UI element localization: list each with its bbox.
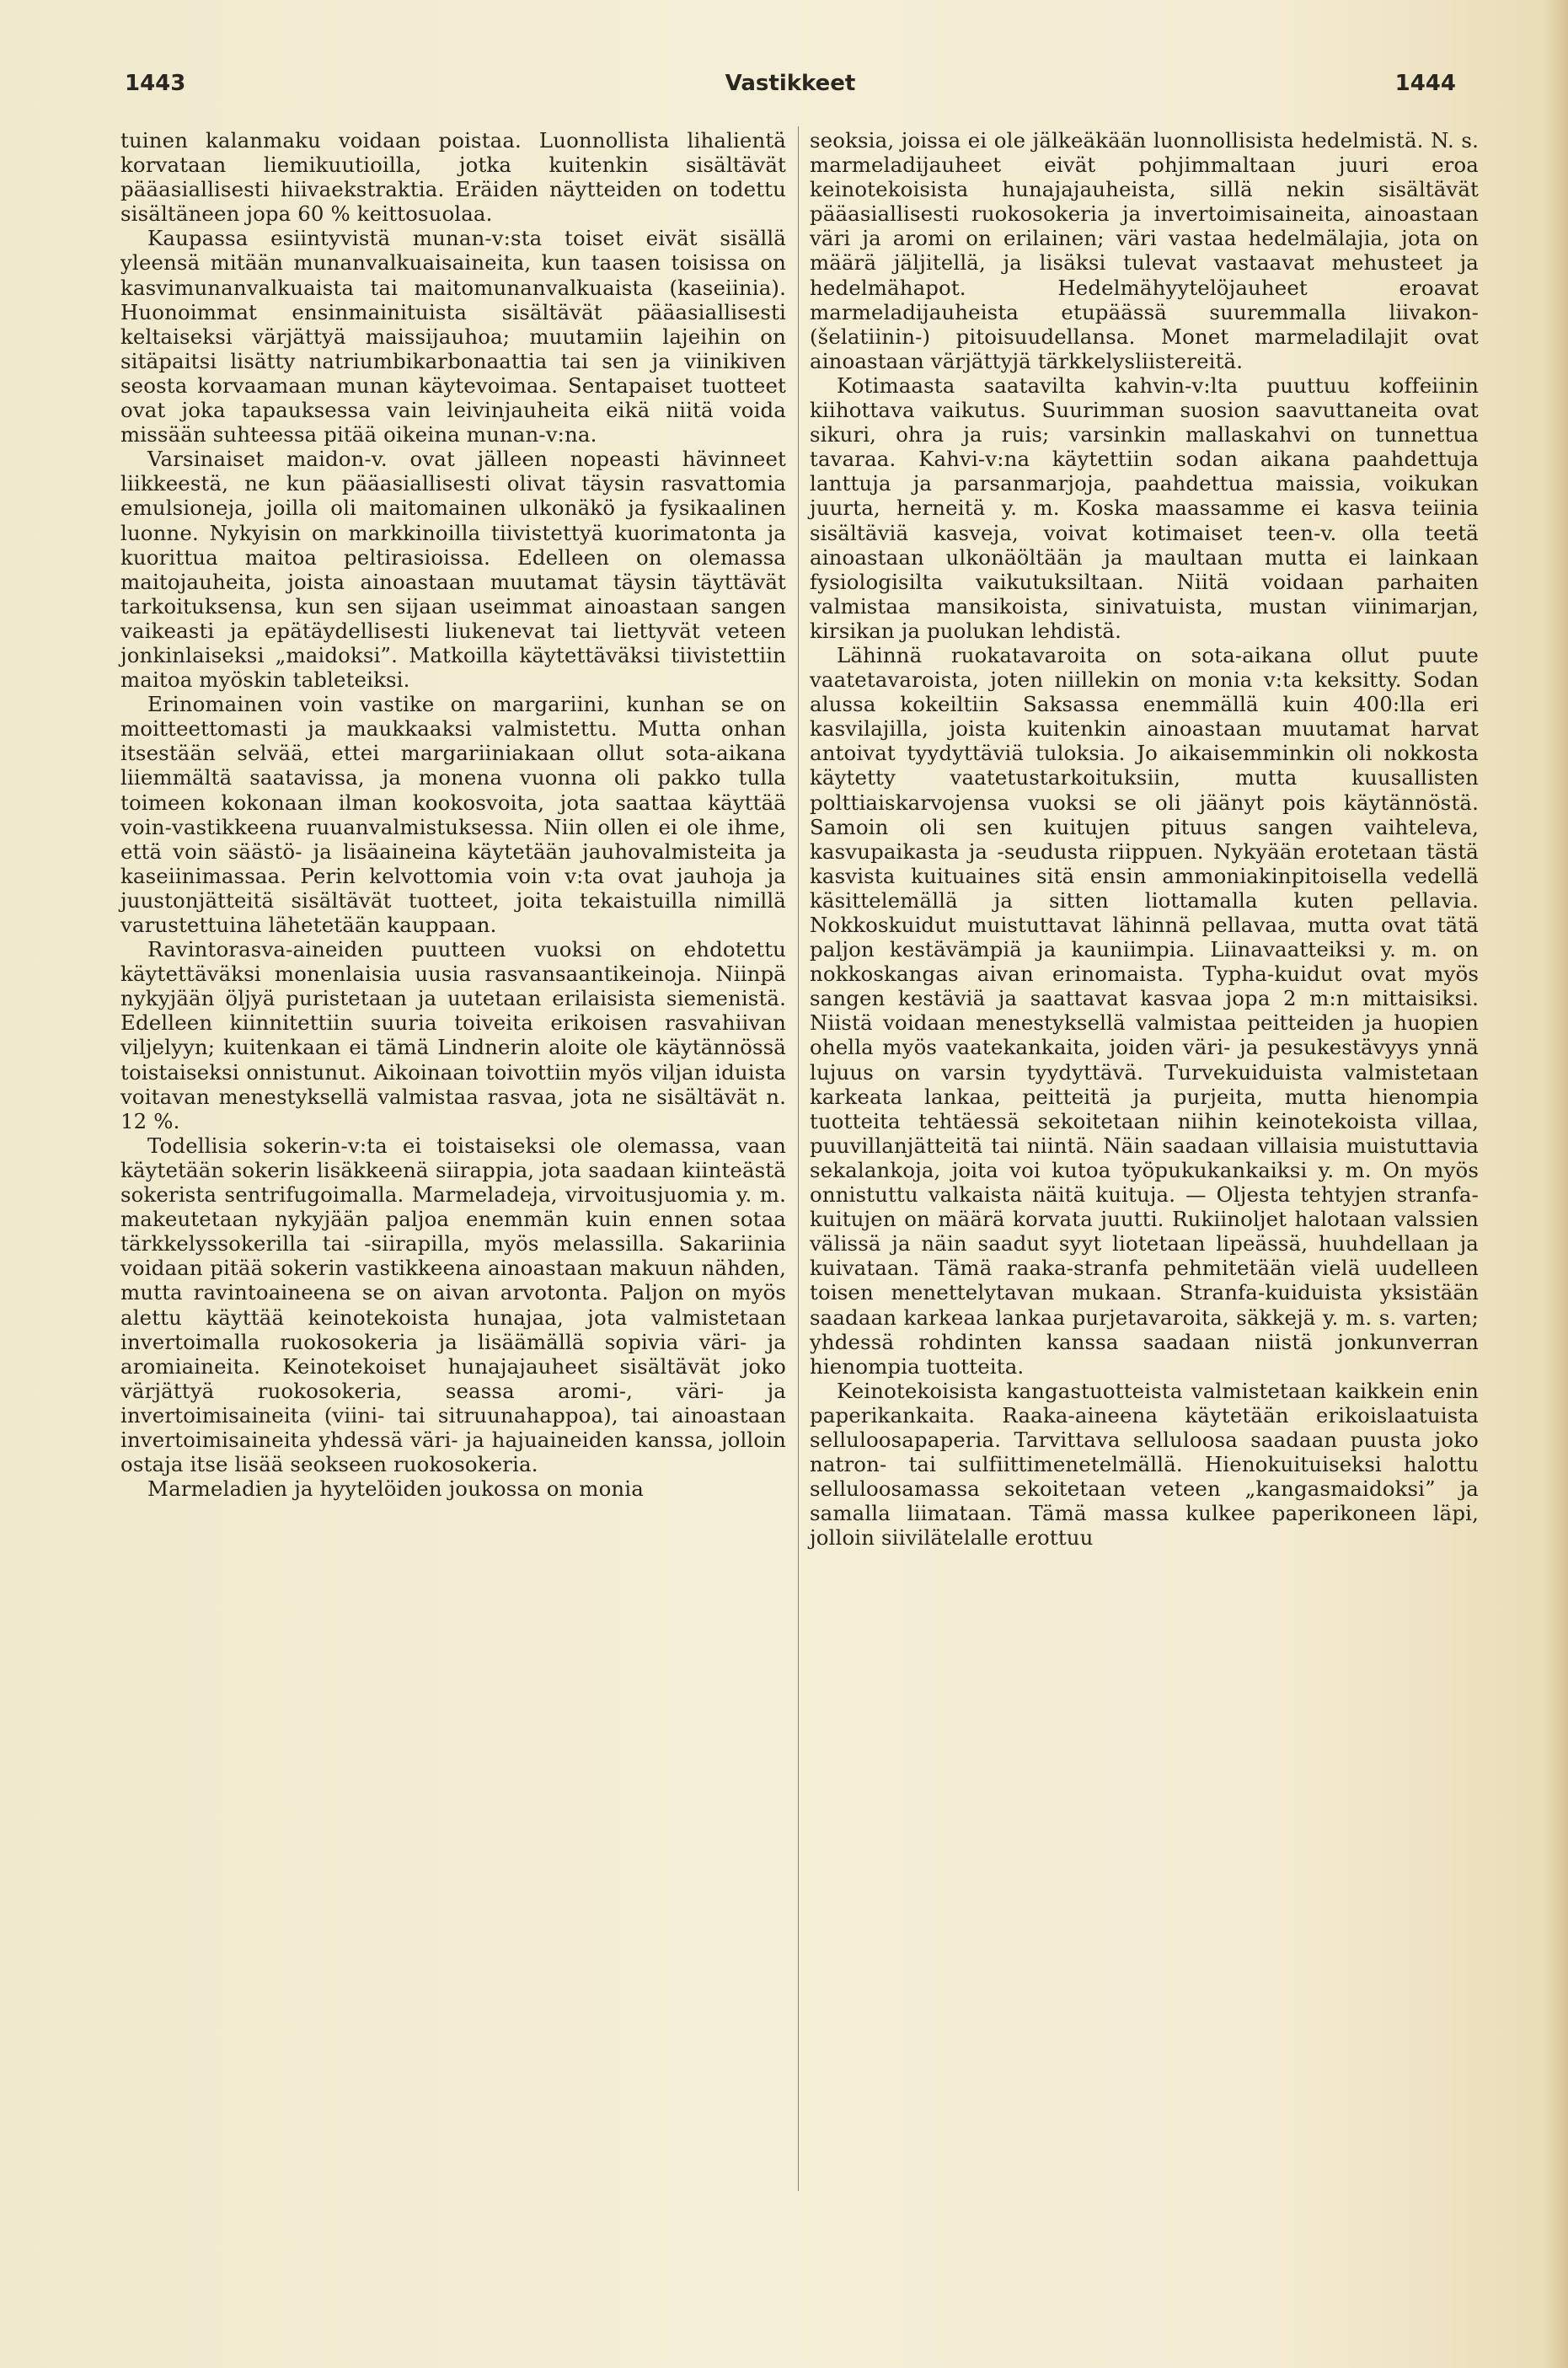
running-head-title: Vastikkeet [725, 71, 856, 96]
paragraph: tuinen kalanmaku voidaan poistaa. Luonnollista lihalientä korvataan liemikuutioilla, jotka kuitenkin sisältävät pääasiallisesti hiivaekstraktia. Eräiden näytteiden on todettu sisältäneen jopa 60 % keittosuolaa. [120, 128, 786, 227]
column-divider [798, 126, 799, 2191]
paragraph: Lähinnä ruokatavaroita on sota-aikana ollut puute vaatetavaroista, joten niillekin on monia v:ta keksitty. Sodan alussa kokeiltiin Saksassa enemmällä kuin 400:lla eri kasvilajilla, joista kuitenkin ainoastaan muutamat harvat antoivat tyydyttäviä tuloksia. Jo aikaisemminkin oli nokkosta käytetty vaatetustarkoituksiin, mutta kuusallisten polttiaiskarvojensa vuoksi se oli jäänyt pois käytännöstä. Samoin oli sen kuitujen pituus sangen vaihteleva, kasvupaikasta ja -seudusta riippuen. Nykyään erotetaan tästä kasvista kuituaines sitä ensin ammoniakinpitoisella vedellä käsittelemällä ja sitten liottamalla kuten pellavia. Nokkoskuidut muistuttavat lähinnä pellavaa, mutta ovat tätä paljon kestävämpiä ja kauniimpia. Liinavaatteiksi y. m. on nokkoskangas aivan erinomaista. Typha-kuidut ovat myös sangen kestäviä ja saattavat kasvaa jopa 2 m:n mittaisiksi. Niistä voidaan menestyksellä valmistaa peitteiden ja huopien ohella myös vaatekankaita, joiden väri- ja pesukestävyys ynnä lujuus on varsin tyydyttävä. Turvekuiduista valmistetaan karkeata lankaa, peitteitä ja purjeita, mutta hienompia tuotteita tehtäessä sekoitetaan niihin keinotekoista villaa, puuvillanjätteitä tai niintä. Näin saadaan villaisia muistuttavia sekalankoja, joita voi kutoa työpukukankaiksi y. m. On myös onnistuttu valkaista näitä kuituja. — Oljesta tehtyjen stranfa-kuitujen on määrä korvata juutti. Rukiinoljet halotaan valssien välissä ja näin saadut syyt liotetaan lipeässä, huuhdellaan ja kuivataan. Tämä raaka-stranfa pehmitetään vielä uudelleen toisen menettelytavan mukaan. Stranfa-kuiduista yksistään saadaan karkeaa lankaa purjetavaroita, säkkejä y. m. s. varten; yhdessä rohdinten kanssa saadaan niistä jonkunverran hienompia tuotteita. [810, 642, 1479, 1379]
paragraph: Erinomainen voin vastike on margariini, kunhan se on moitteettomasti ja maukkaaksi valmistettu. Mutta onhan itsestään selvää, ettei margariiniakaan ollut sota-aikana liiemmältä saatavissa, ja monena vuonna oli pakko tulla toimeen kokonaan ilman kookosvoita, jota saattaa käyttää voin-vastikkeena ruuanvalmistuksessa. Niin ollen ei ole ihme, että voin säästö- ja lisäaineina käytetään jauhovalmisteita ja kaseiinimassaa. Perin kelvottomia voin v:ta ovat jauhoja ja juustonjätteitä sisältävät tuotteet, joita tekaistuilla nimillä varustettuina lähetetään kauppaan. [120, 692, 786, 937]
paragraph: Kaupassa esiintyvistä munan-v:sta toiset eivät sisällä yleensä mitään munanvalkuaisaineita, kun taasen toisissa on kasvimunanvalkuaista tai maitomunanvalkuaista (kaseiinia). Huonoimmat ensinmainituista sisältävät pääasiallisesti keltaiseksi värjättyä maissijauhoa; muutamiin lajeihin on sitäpaitsi lisätty natriumbikarbonaattia tai sen ja viinikiven seosta korvaamaan munan käytevoimaa. Sentapaiset tuotteet ovat joka tapauksessa vain leivinjauheita eikä niitä voida missään suhteessa pitää oikeina munan-v:na. [120, 226, 786, 447]
paragraph: Marmeladien ja hyytelöiden joukossa on monia [147, 1476, 644, 1502]
page-number-right: 1444 [1394, 71, 1456, 96]
paragraph: seoksia, joissa ei ole jälkeäkään luonnollisista hedelmistä. N. s. marmeladijauheet eivät pohjimmaltaan juuri eroa keinotekoisista hunajajauheista, sillä nekin sisältävät pääasiallisesti ruokosokeria ja invertoimisaineita, ainoastaan väri ja aromi on erilainen; väri vastaa hedelmälajia, jota on määrä jäljitellä, ja lisäksi tulevat vastaavat mehusteet ja hedelmähapot. Hedelmähyytelöjauheet eroavat marmeladijauheista etupäässä suuremmalla liivakon- (šelatiinin-) pitoisuudellansa. Monet marmeladilajit ovat ainoastaan värjättyjä tärkkelysliistereitä. [810, 128, 1479, 373]
paragraph: Ravintorasva-aineiden puutteen vuoksi on ehdotettu käytettäväksi monenlaisia uusia rasvansaantikeinoja. Niinpä nykyjään öljyä puristetaan ja uutetaan erilaisista siemenistä. Edelleen kiinnitettiin suuria toiveita erikoisen rasvahiivan viljelyyn; kuitenkaan ei tämä Lindnerin aloite ole käytännössä toistaiseksi onnistunut. Aikoinaan toivottiin myös viljan iduista voitavan menestyksellä valmistaa rasvaa, jota ne sisältävät n. 12 %. [120, 937, 786, 1133]
paragraph: Keinotekoisista kangastuotteista valmistetaan kaikkein enin paperikankaita. Raaka-aineena käytetään erikoislaatuista selluloosapaperia. Tarvittava selluloosa saadaan puusta joko natron- tai sulfiittimenetelmällä. Hienokuituiseksi halottu selluloosamassa sekoitetaan veteen „kangasmaidoksi” ja samalla liimataan. Tämä massa kulkee paperikoneen läpi, jolloin siivilätelalle erottuu [810, 1378, 1479, 1551]
paragraph: Todellisia sokerin-v:ta ei toistaiseksi ole olemassa, vaan käytetään sokerin lisäkkeenä siirappia, jota saadaan kiinteästä sokerista sentrifugoimalla. Marmeladeja, virvoitusjuomia y. m. makeutetaan nykyjään paljoa enemmän kuin ennen sotaa tärkkelyssokerilla tai -siirapilla, myös melassilla. Sakariinia voidaan pitää sokerin vastikkeena ainoastaan makuun nähden, mutta ravintoaineena se on aivan arvotonta. Paljon on myös alettu käyttää keinotekoista hunajaa, jota valmistetaan invertoimalla ruokosokeria ja lisäämällä sopivia väri- ja aromiaineita. Keinotekoiset hunajajauheet sisältävät joko värjättyä ruokosokeria, seassa aromi-, väri- ja invertoimisaineita (viini- tai sitruunahappoa), tai ainoastaan invertoimisaineita yhdessä väri- ja hajuaineiden kanssa, jolloin ostaja itse lisää seokseen ruokosokeria. [120, 1133, 786, 1477]
right-column [810, 128, 1479, 1550]
paragraph: Kotimaasta saatavilta kahvin-v:lta puuttuu koffeiinin kiihottava vaikutus. Suurimman suosion saavuttaneita ovat sikuri, ohra ja ruis; varsinkin mallaskahvi on tunnettua tavaraa. Kahvi-v:na käytettiin sodan aikana paahdettuja lanttuja ja parsanmarjoja, paahdettua maissia, voikukan juurta, herneitä y. m. Koska maassamme ei kasva teiinia sisältäviä kasveja, voivat kotimaiset teen-v. olla teetä ainoastaan ulkonäöltään ja maultaan mutta ei lainkaan fysiologisilta vaikutuksiltaan. Niitä voidaan parhaiten valmistaa mansikoista, sinivatuista, mustan viinimarjan, kirsikan ja puolukan lehdistä. [810, 372, 1479, 643]
page-header [125, 71, 1456, 104]
paragraph: Varsinaiset maidon-v. ovat jälleen nopeasti hävinneet liikkeestä, ne kun pääasiallisesti olivat täysin rasvattomia emulsioneja, joilla oli maitomainen ulkonäkö ja fysikaalinen luonne. Nykyisin on markkinoilla tiivistettyä kuorimatonta ja kuorittua maitoa peltirasioissa. Edelleen on olemassa maitojauheita, joista ainoastaan muutamat täysin täyttävät tarkoituksensa, kun sen sijaan useimmat ainoastaan sangen vaikeasti ja epätäydellisesti liukenevat tai liettyvät veteen jonkinlaiseksi „maidoksi”. Matkoilla käytettäväksi tiivistettiin maitoa myöskin tableteiksi. [120, 447, 786, 693]
page-number-left: 1443 [125, 71, 186, 96]
page-edge-shadow [1543, 0, 1568, 2368]
left-column [120, 128, 786, 1501]
